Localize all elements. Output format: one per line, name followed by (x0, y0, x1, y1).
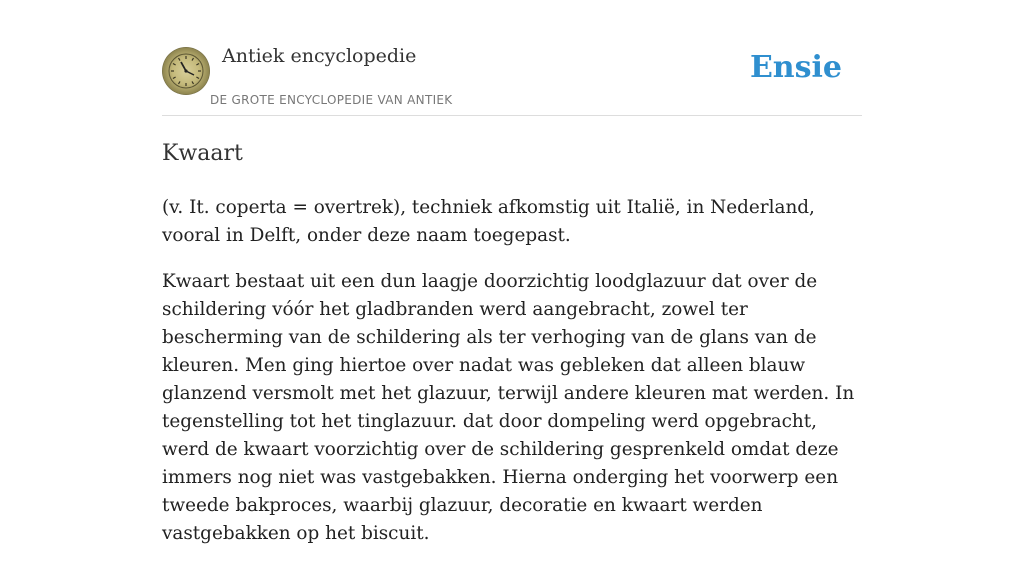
site-subtitle: DE GROTE ENCYCLOPEDIE VAN ANTIEK (210, 93, 453, 107)
site-header (162, 0, 862, 116)
clock-icon[interactable] (162, 47, 210, 95)
article-paragraph: Kwaart bestaat uit een dun laagje doorzichtig loodglazuur dat over de schildering vóór het gladbranden werd aangebracht, zowel ter bescherming van de schildering als ter verhoging van de glans van de kleuren. Men ging hiertoe over nadat was gebleken dat alleen blauw glanzend versmolt met het glazuur, terwijl andere kleuren mat werden. In tegenstelling tot het tinglazuur. dat door dompeling werd opgebracht, werd de kwaart voorzichtig over de schildering gesprenkeld omdat deze immers nog niet was vastgebakken. Hierna onderging het voorwerp een tweede bakproces, waarbij glazuur, decoratie en kwaart werden vastgebakken op het biscuit. (162, 271, 855, 544)
brand-logo-link[interactable]: Ensie (749, 50, 842, 85)
site-title[interactable]: Antiek encyclopedie (222, 45, 417, 67)
article-title: Kwaart (162, 141, 243, 166)
article (162, 138, 864, 566)
article-paragraph: (v. It. coperta = overtrek), techniek afkomstig uit Italië, in Nederland, vooral in Delft, onder deze naam toegepast. (162, 197, 815, 246)
